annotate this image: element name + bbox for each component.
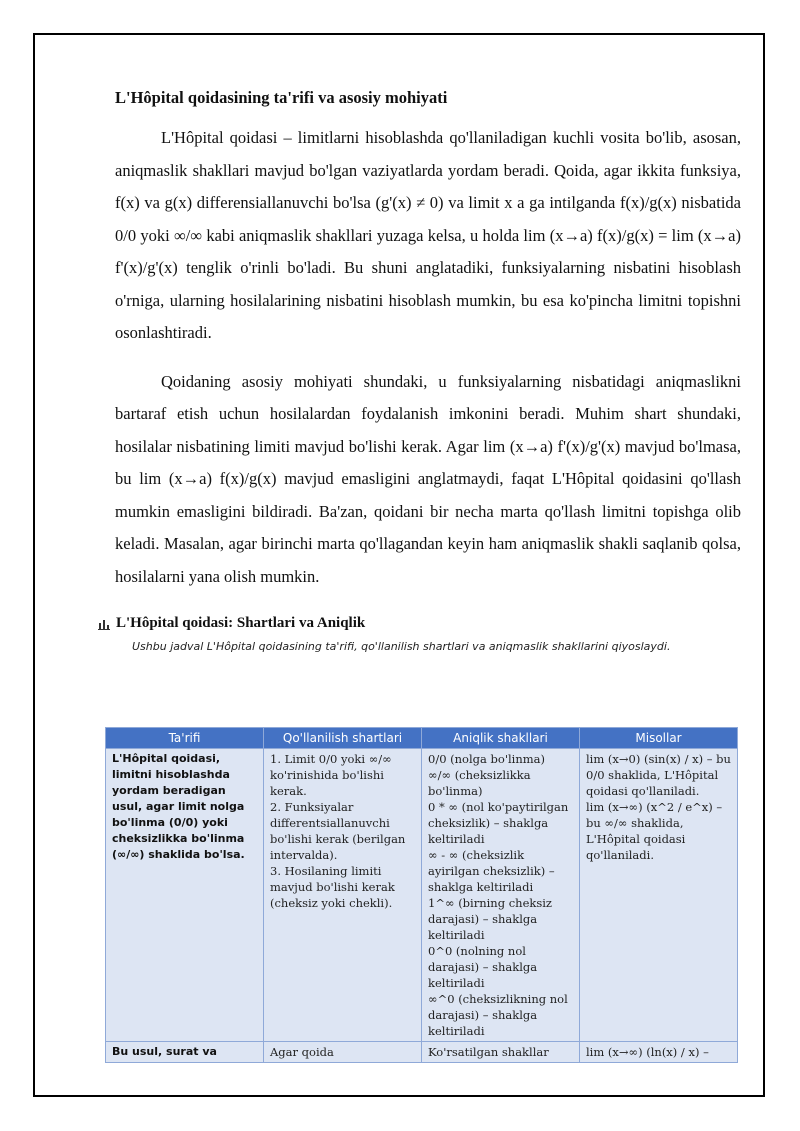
paragraph-2: Qoidaning asosiy mohiyati shundaki, u funksiyalarning nisbatidagi aniqmaslikni bartaraf etish uchun hosilalardan foydalanish imkonini beradi. Muhim shart shundaki, hosilalar nisbatining limiti mavjud bo'lishi kerak. Agar lim (x→a) f'(x)/g'(x) mavjud bo'lmasa, bu lim (x→a) f(x)/g(x) mavjud emasligini anglatmaydi, faqat L'Hôpital qoidasini qo'llash mumkin emasligini bildiradi. Ba'zan, qoidani bir necha marta qo'llash limitni topishga olib keladi. Masalan, agar birinchi marta qo'llagandan keyin ham aniqmaslik shakli saqlanib qolsa, hosilalarni yana olish mumkin. <box>115 371 741 586</box>
condition-item: Agar qoida <box>270 1045 334 1059</box>
cell-examples <box>580 1042 738 1063</box>
cell-conditions <box>264 1042 422 1063</box>
table-caption: Ushbu jadval L'Hôpital qoidasining ta'rifi, qo'llanilish shartlari va aniqmaslik shakllarini qiyoslaydi. <box>132 640 671 653</box>
example-item: lim (x→∞) (ln(x) / x) – <box>586 1045 709 1059</box>
header-shakllar: Aniqlik shakllari <box>422 728 580 749</box>
condition-item: 3. Hosilaning limiti mavjud bo'lishi kerak (cheksiz yoki chekli). <box>270 864 395 910</box>
cell-definition: Bu usul, surat va <box>106 1042 264 1063</box>
form-item: ∞^0 (cheksizlikning nol darajasi) – shaklga keltiriladi <box>428 992 568 1038</box>
example-item: lim (x→0) (sin(x) / x) – bu 0/0 shaklida, L'Hôpital qoidasi qo'llaniladi. <box>586 752 731 798</box>
condition-item: 2. Funksiyalar differentsiallanuvchi bo'lishi kerak (berilgan intervalda). <box>270 800 406 862</box>
cell-forms <box>422 749 580 1042</box>
table-row <box>106 749 738 1042</box>
form-item: ∞/∞ (cheksizlikka bo'linma) <box>428 768 531 798</box>
header-shartlar: Qo'llanilish shartlari <box>264 728 422 749</box>
paragraph-1: L'Hôpital qoidasi – limitlarni hisoblashda qo'llaniladigan kuchli vosita bo'lib, asosan, aniqmaslik shakllari mavjud bo'lgan vaziyatlarda yordam beradi. Qoida, agar ikkita funksiya, f(x) va g(x) differensiallanuvchi bo'lsa (g'(x) ≠ 0) va limit x a ga intilganda f(x)/g(x) nisbatida 0/0 yoki ∞/∞ kabi aniqmaslik shakllari yuzaga kelsa, u holda lim (x→a) f(x)/g(x) = lim (x→a) f'(x)/g'(x) tenglik o'rinli bo'ladi. Bu shuni anglatadiki, funksiyalarning nisbatini hisoblash o'rniga, ularning hosilalarining nisbatini hisoblash mumkin, bu esa ko'pincha limitni topishni osonlashtiradi. <box>115 128 741 342</box>
document-body <box>115 88 741 663</box>
section-heading: L'Hôpital qoidasining ta'rifi va asosiy mohiyati <box>115 88 448 107</box>
cell-examples <box>580 749 738 1042</box>
form-item: 0 * ∞ (nol ko'paytirilgan cheksizlik) – shaklga keltiriladi <box>428 800 569 846</box>
form-item: 0/0 (nolga bo'linma) <box>428 752 545 766</box>
table-title <box>98 615 741 632</box>
comparison-table <box>105 727 738 1063</box>
condition-item: 1. Limit 0/0 yoki ∞/∞ ko'rinishida bo'lishi kerak. <box>270 752 392 798</box>
form-item: 0^0 (nolning nol darajasi) – shaklga keltiriladi <box>428 944 538 990</box>
table-header-row <box>106 728 738 749</box>
cell-conditions <box>264 749 422 1042</box>
example-item: lim (x→∞) (x^2 / e^x) – bu ∞/∞ shaklida, L'Hôpital qoidasi qo'llaniladi. <box>586 800 723 862</box>
table-title-text: L'Hôpital qoidasi: Shartlari va Aniqlik <box>116 615 366 631</box>
bar-chart-icon <box>98 618 110 630</box>
cell-forms <box>422 1042 580 1063</box>
form-item: ∞ - ∞ (cheksizlik ayirilgan cheksizlik) – shaklga keltiriladi <box>428 848 555 894</box>
form-item: 1^∞ (birning cheksiz darajasi) – shaklga keltiriladi <box>428 896 552 942</box>
table-row <box>106 1042 738 1063</box>
cell-definition: L'Hôpital qoidasi, limitni hisoblashda yordam beradigan usul, agar limit nolga bo'linma (0/0) yoki cheksizlikka bo'linma (∞/∞) shaklida bo'lsa. <box>106 749 264 1042</box>
header-tarifi: Ta'rifi <box>106 728 264 749</box>
form-item: Ko'rsatilgan shakllar <box>428 1045 549 1059</box>
header-misollar: Misollar <box>580 728 738 749</box>
